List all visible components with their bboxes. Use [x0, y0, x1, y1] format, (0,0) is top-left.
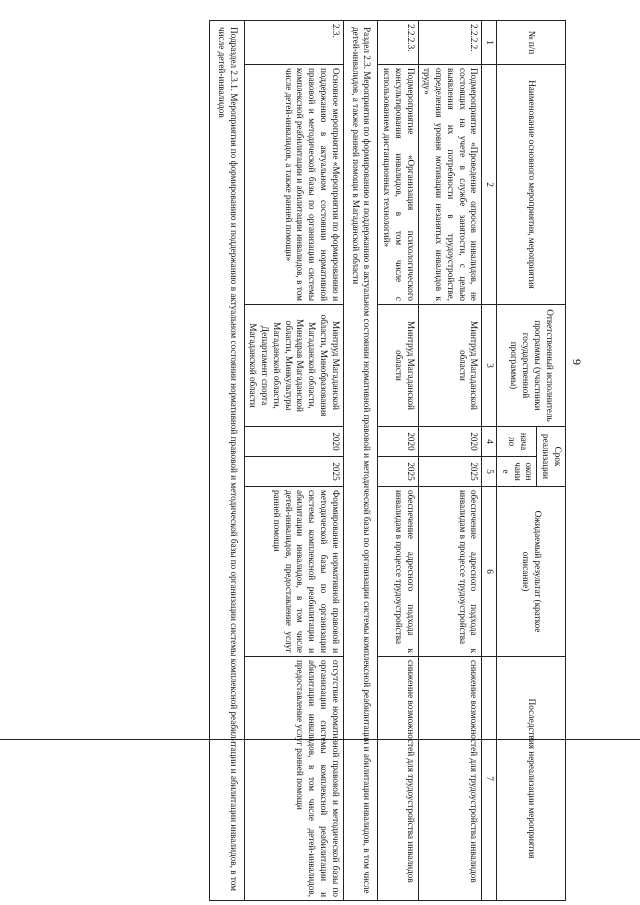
- header-row: [537, 21, 566, 901]
- page-number: 9: [570, 359, 584, 365]
- table-row: [378, 21, 418, 901]
- column-index: 4: [482, 427, 497, 457]
- end-year: 2025: [244, 457, 343, 487]
- row-number: 2.2.2.2.: [418, 21, 482, 65]
- measure-name: Подмероприятие «Организация психологического консультирования инвалидов, в том числе с использованием дистанционных технологий»: [378, 65, 418, 305]
- consequences: отсутствие нормативной правовой и методической базы по организации системы комплексной реабилитации и абилитации инвалидов, в том числе детей-инвалидов, предоставление услуг ранней помощи: [244, 657, 343, 901]
- measure-executor: Минтруд Магаданской области, Минобразования Магаданской области, Минздрав Магаданской области, Минкультуры Магаданской области, Департамент спорта Магаданской области: [244, 305, 343, 427]
- row-number: 2.2.2.3.: [378, 21, 418, 65]
- header-period: Срок реализации: [537, 427, 566, 487]
- measure-executor: Минтруд Магаданской области: [378, 305, 418, 427]
- table-row: [244, 21, 343, 901]
- measure-name: Подмероприятие «Проведение опросов инвалидов, не состоящих на учете в службе занятости, с целью выявления их потребности в трудоустройстве, определения уровня мотивации незанятых инвалидов к труду»: [418, 65, 482, 305]
- expected-result: обеспечение адресного подхода к инвалидам в процессе трудоустройства: [418, 487, 482, 657]
- table-row: [418, 21, 482, 901]
- start-year: 2020: [378, 427, 418, 457]
- header-num: № п/п: [497, 21, 566, 65]
- header-end: окон чани е: [497, 457, 537, 487]
- header-executor: Ответственный исполнитель программы (участники государственной программы): [497, 305, 566, 427]
- measure-executor: Минтруд Магаданской области: [418, 305, 482, 427]
- header-result: Ожидаемый результат (краткое описание): [497, 487, 566, 657]
- section-title: Раздел 2.3. Мероприятия по формированию и поддержанию в актуальном состоянии нормативной правовой и методической базы по организации системы комплексной реабилитации и абилитации инвалидов, в том числе детей-инвалидов, а также ранней помощи в Магаданской области: [343, 21, 378, 901]
- column-index: 5: [482, 457, 497, 487]
- program-measures-table: [209, 20, 566, 901]
- end-year: 2025: [418, 457, 482, 487]
- start-year: 2020: [418, 427, 482, 457]
- column-index: 1: [482, 21, 497, 65]
- column-index: 6: [482, 487, 497, 657]
- column-index: 2: [482, 65, 497, 305]
- subsection-title-row: [210, 21, 245, 901]
- section-title-row: [343, 21, 378, 901]
- consequences: снижение возможностей для трудоустройства инвалидов: [418, 657, 482, 901]
- header-consequences: Последствия нереализации мероприятия: [497, 657, 566, 901]
- expected-result: обеспечение адресного подхода к инвалидам в процессе трудоустройства: [378, 487, 418, 657]
- rotated-table-sheet: [181, 20, 566, 900]
- header-name: Наименование основного мероприятия, мероприятия: [497, 65, 566, 305]
- header-start: нача ло: [497, 427, 537, 457]
- start-year: 2020: [244, 427, 343, 457]
- column-index: 3: [482, 305, 497, 427]
- end-year: 2025: [378, 457, 418, 487]
- column-index: 7: [482, 657, 497, 901]
- expected-result: Формирование нормативной правовой и методической базы по организации системы комплексной реабилитации и абилитации инвалидов, в том числе детей-инвалидов, предоставление услуг ранней помощи: [244, 487, 343, 657]
- row-number: 2.3.: [244, 21, 343, 65]
- consequences: снижение возможностей для трудоустройства инвалидов: [378, 657, 418, 901]
- column-index-row: [482, 21, 497, 901]
- subsection-title: Подраздел 2.3.1. Мероприятия по формированию и поддержанию в актуальном состоянии нормативной правовой и методической базы по организации системы комплексной реабилитации и абилитации инвалидов, в том числе детей-инвалидов: [210, 21, 245, 901]
- measure-name: Основное мероприятие «Мероприятия по формированию и поддержанию в актуальном состоянии нормативной правовой и методической базы по организации системы комплексной реабилитации и абилитации инвалидов, в том числе детей-инвалидов, а также ранней помощи»: [244, 65, 343, 305]
